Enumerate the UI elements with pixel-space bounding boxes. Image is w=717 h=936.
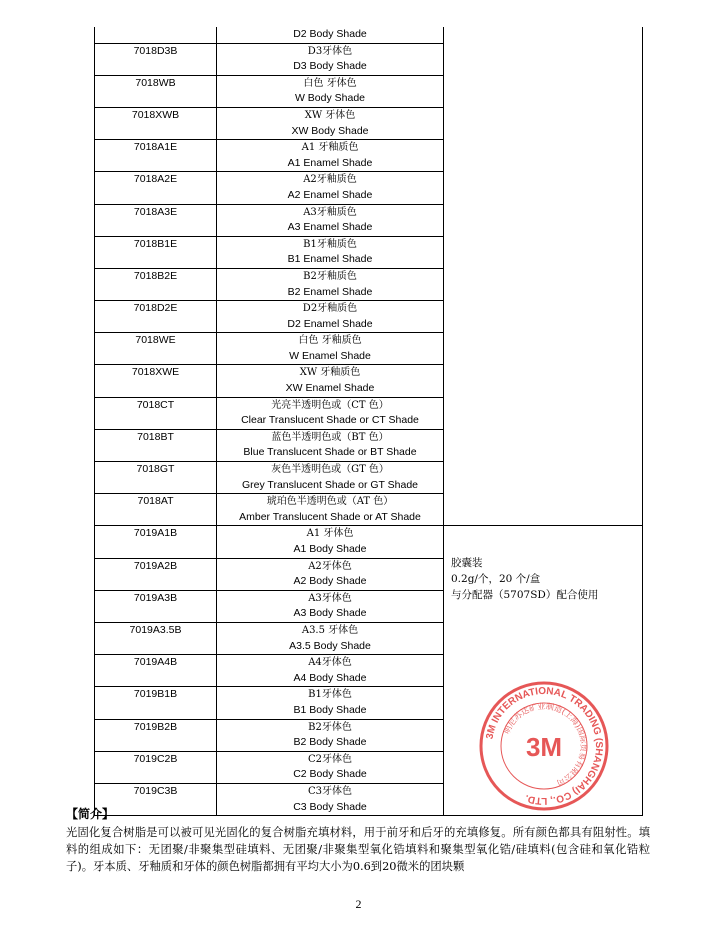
shade-cell: [217, 43, 444, 75]
intro-body: 光固化复合树脂是可以被可见光固化的复合树脂充填材料，用于前牙和后牙的充填修复。所有颜色都具有阻射性。填料的组成如下：无团聚/非聚集型硅填料、无团聚/非聚集型氧化锆填料和聚集型氧化锆/硅填料(包含硅和氧化锆粒子)。牙本质、牙釉质和牙体的颜色树脂都拥有平均大小为0.6到20微米的团块颗: [66, 826, 650, 873]
shade-name-cn: 白色 牙体色: [303, 77, 357, 89]
shade-name-cn: B1牙体色: [308, 689, 352, 701]
shade-cell: [217, 333, 444, 365]
shade-cell: [217, 429, 444, 461]
product-code-cell: 7018A2E: [95, 172, 217, 204]
product-code-cell: 7018CT: [95, 397, 217, 429]
product-code-cell: 7018A3E: [95, 204, 217, 236]
shade-cell: [217, 494, 444, 526]
product-code-cell: 7018B2E: [95, 268, 217, 300]
packaging-line3: 与分配器（5707SD）配合使用: [451, 589, 599, 602]
shade-name-en: D3 Body Shade: [293, 60, 367, 73]
shade-name-cn: D3牙体色: [307, 45, 353, 57]
product-code-cell: 7019A3.5B: [95, 622, 217, 654]
stamp-inner-text: 明尼苏达矿业制造(上海)国际贸易有限公司: [502, 701, 589, 788]
shade-cell: [217, 462, 444, 494]
product-code-cell: 7018WB: [95, 75, 217, 107]
shade-cell: [217, 107, 444, 139]
shade-name-en: Grey Translucent Shade or GT Shade: [241, 478, 419, 491]
shade-name-cn: A2牙体色: [308, 560, 352, 572]
product-code-cell: [95, 27, 217, 43]
shade-cell: [217, 590, 444, 622]
intro-heading: 【简介】: [66, 807, 115, 821]
product-code-cell: 7018AT: [95, 494, 217, 526]
shade-name-en: XW Enamel Shade: [285, 382, 375, 395]
shade-name-en: B1 Enamel Shade: [287, 253, 373, 266]
shade-name-cn: A3牙体色: [308, 592, 352, 604]
shade-name-en: A4 Body Shade: [293, 671, 367, 684]
shade-name-en: C3 Body Shade: [293, 800, 367, 813]
product-code-cell: 7019B1B: [95, 687, 217, 719]
product-code-cell: 7019C2B: [95, 751, 217, 783]
shade-cell: [217, 655, 444, 687]
table-row: [95, 27, 643, 43]
shade-name-cn: A3牙釉质色: [303, 206, 357, 218]
shade-name-cn: A4牙体色: [308, 657, 352, 669]
shade-name-en: A2 Body Shade: [293, 575, 367, 588]
shade-name-en: XW Body Shade: [291, 124, 369, 137]
shade-name-cn: XW 牙体色: [304, 109, 356, 121]
shade-name-en: Amber Translucent Shade or AT Shade: [239, 510, 421, 523]
shade-name-cn: C2牙体色: [307, 753, 352, 765]
shade-name-cn: 灰色半透明色或（GT 色）: [271, 464, 389, 476]
shade-cell: [217, 301, 444, 333]
shade-name-cn: 光亮半透明色或（CT 色）: [271, 399, 389, 411]
shade-name-cn: 琥珀色半透明色或（AT 色）: [266, 496, 394, 508]
shade-cell: [217, 622, 444, 654]
shade-name-en: B2 Body Shade: [293, 736, 367, 749]
shade-name-cn: A2牙釉质色: [303, 174, 357, 186]
shade-name-en: A3 Enamel Shade: [287, 221, 373, 234]
shade-cell: [217, 27, 444, 43]
shade-name-en: W Body Shade: [294, 92, 366, 105]
shade-name-cn: C3牙体色: [307, 785, 352, 797]
shade-cell: [217, 365, 444, 397]
shade-name-en: B1 Body Shade: [293, 703, 367, 716]
stamp-3m-logo: 3M: [525, 732, 563, 762]
product-code-cell: 7018XWB: [95, 107, 217, 139]
product-code-cell: 7018XWE: [95, 365, 217, 397]
packaging-line2: 0.2g/个，20 个/盒: [451, 573, 541, 586]
shade-cell: [217, 140, 444, 172]
shade-name-en: D2 Body Shade: [293, 28, 367, 40]
product-code-cell: 7018GT: [95, 462, 217, 494]
shade-name-en: D2 Enamel Shade: [287, 317, 373, 330]
product-code-cell: 7019A1B: [95, 526, 217, 558]
shade-name-en: A3.5 Body Shade: [289, 639, 371, 652]
intro-section: [66, 807, 650, 875]
shade-name-cn: A1 牙釉质色: [301, 142, 359, 154]
packaging-cell-7018: [444, 27, 643, 526]
product-code-cell: 7018A1E: [95, 140, 217, 172]
shade-name-cn: 蓝色半透明色或（BT 色）: [271, 431, 389, 443]
shade-name-cn: D2牙釉质色: [302, 303, 358, 315]
shade-cell: [217, 236, 444, 268]
product-code-cell: 7019A3B: [95, 590, 217, 622]
shade-name-cn: A1 牙体色: [306, 528, 354, 540]
shade-name-en: C2 Body Shade: [293, 768, 367, 781]
company-seal-stamp: [478, 680, 610, 812]
shade-cell: [217, 75, 444, 107]
stamp-ring-text: 3M INTERNATIONAL TRADING (SHANGHAI) CO., LTD.: [484, 685, 605, 807]
shade-name-en: B2 Enamel Shade: [287, 285, 373, 298]
shade-cell: [217, 719, 444, 751]
table-row: [95, 526, 643, 558]
product-code-cell: 7019B2B: [95, 719, 217, 751]
shade-name-cn: B1牙釉质色: [303, 238, 357, 250]
shade-cell: [217, 172, 444, 204]
product-code-cell: 7018BT: [95, 429, 217, 461]
shade-name-cn: XW 牙釉质色: [299, 367, 361, 379]
shade-cell: [217, 687, 444, 719]
product-code-cell: 7018B1E: [95, 236, 217, 268]
shade-name-en: Clear Translucent Shade or CT Shade: [241, 414, 419, 427]
shade-name-en: A3 Body Shade: [293, 607, 367, 620]
shade-name-cn: B2牙釉质色: [303, 270, 357, 282]
product-code-cell: 7018D3B: [95, 43, 217, 75]
product-code-cell: 7018WE: [95, 333, 217, 365]
shade-name-cn: B2牙体色: [308, 721, 352, 733]
product-code-cell: 7019A2B: [95, 558, 217, 590]
shade-cell: [217, 397, 444, 429]
shade-name-en: A1 Enamel Shade: [287, 156, 373, 169]
packaging-line1: 胶囊装: [451, 557, 483, 570]
shade-name-en: W Enamel Shade: [289, 349, 371, 362]
shade-cell: [217, 268, 444, 300]
page-number: 2: [355, 897, 362, 911]
shade-name-cn: A3.5 牙体色: [301, 624, 359, 636]
shade-name-en: A1 Body Shade: [293, 543, 367, 555]
product-code-cell: 7019A4B: [95, 655, 217, 687]
product-code-cell: 7018D2E: [95, 301, 217, 333]
shade-cell: [217, 526, 444, 558]
shade-cell: [217, 558, 444, 590]
product-code-cell: 7019C3B: [95, 783, 217, 815]
shade-name-en: Blue Translucent Shade or BT Shade: [243, 446, 417, 459]
shade-cell: [217, 751, 444, 783]
shade-name-cn: 白色 牙釉质色: [298, 335, 362, 347]
shade-cell: [217, 204, 444, 236]
shade-name-en: A2 Enamel Shade: [287, 188, 373, 201]
